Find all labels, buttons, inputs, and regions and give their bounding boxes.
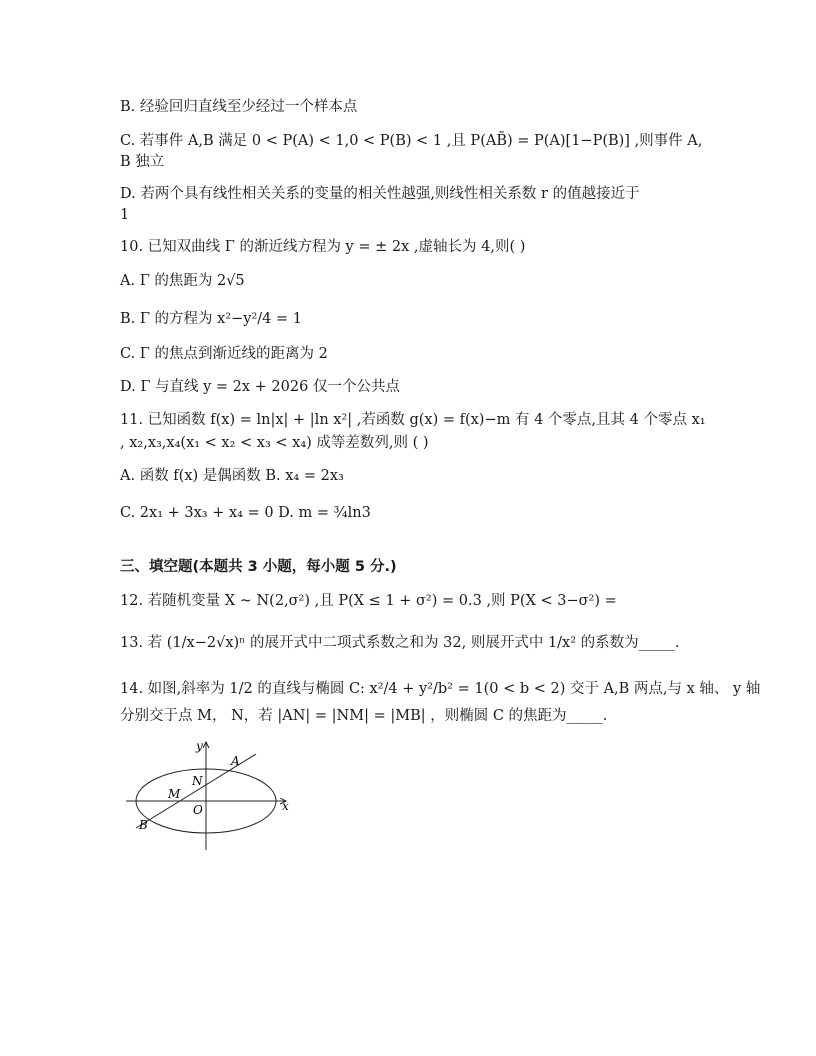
option-10a: A. Γ 的焦距为 2√5 <box>120 273 245 289</box>
ellipse-figure <box>124 738 304 853</box>
question-14-cont: 分别交于点 M， N，若 |AN| = |NM| = |MB| ，则椭圆 C 的焦距为_____. <box>120 708 608 724</box>
section-3-title: 三、填空题(本题共 3 小题，每小题 5 分.) <box>120 559 397 575</box>
option-10d: D. Γ 与直线 y = 2x + 2026 仅一个公共点 <box>120 379 400 395</box>
option-9c-cont: B 独立 <box>120 154 165 170</box>
question-13: 13. 若 (1/x−2√x)ⁿ 的展开式中二项式系数之和为 32, 则展开式中 1/x² 的系数为_____. <box>120 635 680 651</box>
question-10: 10. 已知双曲线 Γ 的渐近线方程为 y = ± 2x ,虚轴长为 4,则( ) <box>120 239 526 255</box>
question-11: 11. 已知函数 f(x) = ln|x| + |ln x²| ,若函数 g(x) = f(x)−m 有 4 个零点,且其 4 个零点 x₁ <box>120 412 706 428</box>
label-b: B <box>139 818 148 832</box>
option-9b: B. 经验回归直线至少经过一个样本点 <box>120 99 358 115</box>
question-14: 14. 如图,斜率为 1/2 的直线与椭圆 C: x²/4 + y²/b² = 1(0 < b < 2) 交于 A,B 两点,与 x 轴、 y 轴 <box>120 681 761 697</box>
question-12: 12. 若随机变量 X ~ N(2,σ²) ,且 P(X ≤ 1 + σ²) = 0.3 ,则 P(X < 3−σ²) = <box>120 593 617 609</box>
question-11-cont: , x₂,x₃,x₄(x₁ < x₂ < x₃ < x₄) 成等差数列,则 ( ) <box>120 435 429 451</box>
option-9c: C. 若事件 A,B 满足 0 < P(A) < 1,0 < P(B) < 1 ,且 P(AB̄) = P(A)[1−P(B)] ,则事件 A, <box>120 133 703 149</box>
label-n: N <box>192 774 203 788</box>
option-10b: B. Γ 的方程为 x²−y²/4 = 1 <box>120 311 303 327</box>
label-o: O <box>193 803 203 817</box>
option-11cd: C. 2x₁ + 3x₃ + x₄ = 0 D. m = ¾ln3 <box>120 505 371 521</box>
option-11ab: A. 函数 f(x) 是偶函数 B. x₄ = 2x₃ <box>120 468 344 484</box>
option-9d: D. 若两个具有线性相关关系的变量的相关性越强,则线性相关系数 r 的值越接近于 <box>120 186 640 202</box>
option-9d-cont: 1 <box>120 207 130 223</box>
label-y: y <box>196 739 203 753</box>
label-x: x <box>282 799 289 813</box>
label-m: M <box>168 787 181 801</box>
label-a: A <box>231 754 240 768</box>
option-10c: C. Γ 的焦点到渐近线的距离为 2 <box>120 346 328 362</box>
